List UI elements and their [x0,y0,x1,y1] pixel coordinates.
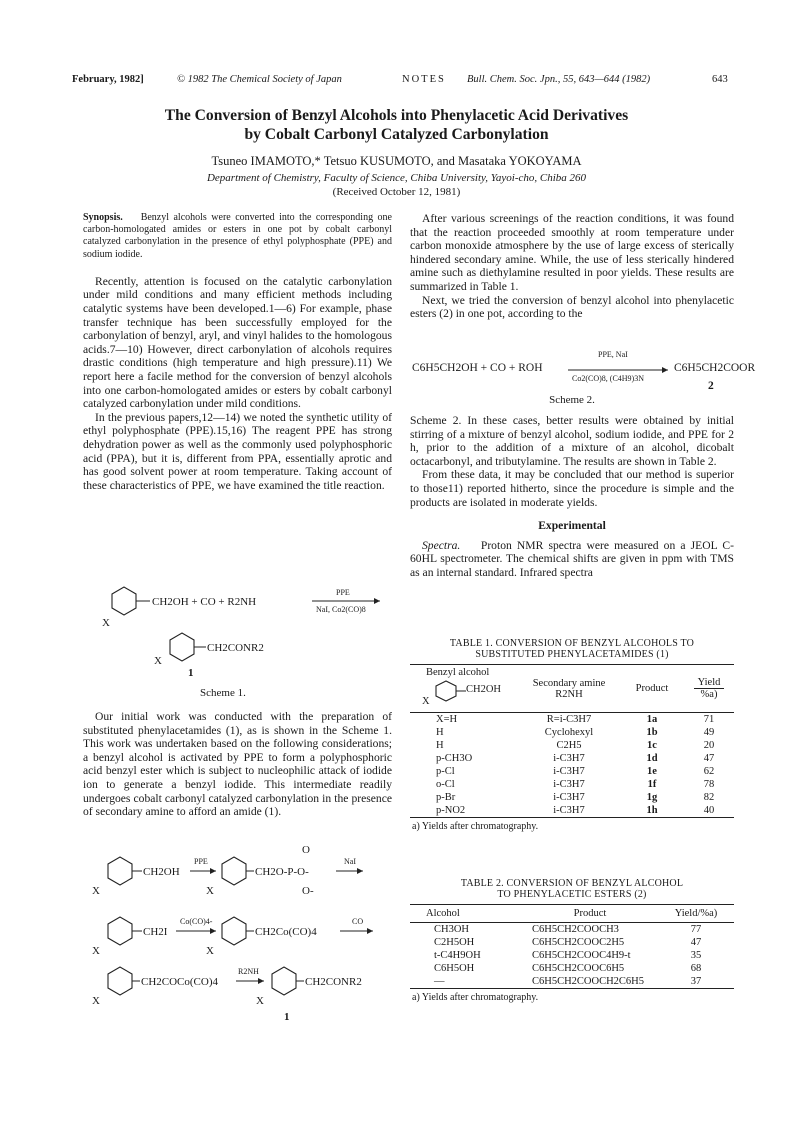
experimental-text: Proton NMR spectra were measured on a JEOL C-60HL spectrometer. The chemical shifts are given in ppm with TMS as an internal standard. Infrared spectra [410,538,735,579]
table1-header-yield [684,665,734,713]
right-paragraph-2: Next, we tried the conversion of benzyl alcohol into phenylacetic esters (2) in one pot, according to the [410,293,734,321]
scheme1-below-arrow: NaI, Co2(CO)8 [316,605,366,614]
table1-header-x: X [422,696,430,707]
table-cell-product: C6H5CH2COOC6H5 [532,963,625,974]
left-column [83,212,392,492]
table-row [410,804,734,818]
mech-x-2: X [206,885,214,897]
table-row [410,936,734,949]
table1-header-product: Product [635,683,669,694]
benzene-ring-icon [222,917,246,945]
mech-arrow-3: Co(CO)4- [180,917,213,926]
scheme1-reagents: CH2OH + CO + R2NH [152,596,257,608]
experimental-label: Spectra. [422,538,461,552]
mech-o-top: O [302,844,310,856]
benzene-ring-icon [108,967,132,995]
table2-header-alcohol: Alcohol [426,908,460,919]
mech-x-5: X [92,995,100,1007]
scheme-1 [90,584,390,702]
table-row [410,726,734,739]
table-row [410,739,734,752]
table-cell-product: 1c [647,740,657,751]
benzene-ring-icon [170,633,194,661]
synopsis [83,212,392,261]
table-cell-product: C6H5CH2COOC4H9-t [532,950,631,961]
table1-grid [410,664,734,818]
table-cell-alcohol: C2H5OH [434,937,475,948]
scheme1-product-number: 1 [188,667,194,679]
scheme1-above-arrow: PPE [336,588,350,597]
title-line-1: The Conversion of Benzyl Alcohols into Phenylacetic Acid Derivatives [164,107,629,124]
table-row [410,962,734,975]
table-cell-yield: 68 [690,963,702,974]
table2-header-product: Product [573,908,607,919]
scheme1-product-x: X [154,655,162,667]
table1-footnote: a) Yields after chromatography. [412,821,539,832]
scheme2-below: Co2(CO)8, (C4H9)3N [572,374,644,383]
table-row [410,752,734,765]
scheme2-number: 2 [708,380,714,392]
benzene-ring-icon [108,917,132,945]
table1-header-alcohol-label: Benzyl alcohol [426,667,490,678]
table2-footnote: a) Yields after chromatography. [412,992,539,1003]
mech-x-1: X [92,885,100,897]
mech-o-bottom: O- [302,885,314,897]
right-paragraph-1: After various screenings of the reaction conditions, it was found that the reaction proceeded smoothly at room temperature under carbon monoxide atmosphere by the use of large excess of sterically hindered secondary amine. While, the use of less sterically hindered amine such as diethylamine resulted in poor yields. These results are summarized in Table 1. [410,212,734,293]
right-paragraph-3: Scheme 2. In these cases, better results were obtained by initial stirring of a mixture of benzyl alcohol, sodium iodide, and PPE for 2 h, prior to the addition of a mixture of an alcohol, dicobalt octacarbonyl, and tributylamine. The results are shown in Table 2. [410,414,734,468]
mech-step-3: CH2I [143,926,168,938]
table-cell-amine: Cyclohexyl [544,727,594,738]
table-cell-product: 1a [646,714,658,725]
table-row [410,713,734,727]
table-cell-substituent: o-Cl [436,779,455,790]
table-cell-product: 1e [647,766,657,777]
scheme1-product: CH2CONR2 [207,642,264,654]
table2-grid [410,904,734,989]
table-cell-alcohol: t-C4H9OH [434,950,481,961]
table-row [410,923,734,937]
header-journal: Bull. Chem. Soc. Jpn., 55, 643—644 (1982) [467,74,651,85]
table-cell-yield: 82 [703,792,715,803]
table-cell-product: 1f [647,779,657,790]
header-copyright: © 1982 The Chemical Society of Japan [177,74,342,85]
authors: Tsuneo IMAMOTO,* Tetsuo KUSUMOTO, and Masataka YOKOYAMA [211,154,582,168]
scheme1-x: X [102,617,110,629]
table-cell-substituent: p-NO2 [436,805,466,816]
table-cell-yield: 77 [690,924,702,935]
mech-arrow-4: CO [352,917,364,926]
table-cell-yield: 40 [703,805,715,816]
mechanism-scheme [88,844,393,1029]
table-cell-yield: 20 [703,740,715,751]
table-cell-substituent: p-CH3O [436,753,473,764]
table1-header-ch2oh: CH2OH [466,684,502,695]
benzene-ring-icon [222,857,246,885]
table-cell-substituent: H [436,727,444,738]
table2-body [410,923,734,989]
table-cell-product: 1d [646,753,658,764]
table-cell-amine: R=i-C3H7 [546,714,592,725]
scheme1-caption: Scheme 1. [200,687,246,699]
table-cell-amine: i-C3H7 [553,766,585,777]
table-cell-substituent: X=H [436,714,458,725]
mech-x-4: X [206,945,214,957]
table-cell-amine: i-C3H7 [553,779,585,790]
right-paragraph-4: From these data, it may be concluded that our method is superior to those11) reported hitherto, since the procedure is simple and the products are isolated in moderate yields. [410,468,734,509]
table-row [410,949,734,962]
intro-paragraph-1: Recently, attention is focused on the catalytic carbonylation under mild conditions and many efficient methods including catalytic systems have been developed.1—6) For example, phase transfer technique has been successfully employed for the carbonylation of benzyl, aryl, and vinyl halides to the homologous acids.7—10) However, direct carbonylation of alcohols requires drastic conditions (high temperature and high pressure).11) We report here a facile method for the conversion of benzyl alcohols into one carbon-homologated amides or esters by cobalt carbonyl catalyzed carbonylation under mild conditions. [83,274,392,411]
table-cell-substituent: p-Cl [436,766,455,777]
synopsis-label: Synopsis. [83,212,123,223]
table-cell-product: 1h [646,805,658,816]
intro-paragraph-2: In the previous papers,12—14) we noted the synthetic utility of ethyl polyphosphate (PPE).15,16) The reagent PPE has strong dehydration power as well as the commonly used polyphosphoric acid (PPA), but it is, different from PPA, essentially aprotic and has good solvent power at room temperature. Taking account of these characteristics of PPE, we have examined the title reaction. [83,410,392,492]
table-cell-substituent: p-Br [436,792,456,803]
table-cell-yield: 62 [703,766,715,777]
mech-arrow-2: NaI [344,857,356,866]
table-cell-amine: i-C3H7 [553,792,585,803]
benzene-ring-icon [428,680,468,706]
right-column-mid [410,414,734,580]
table-cell-yield: 35 [690,950,702,961]
scheme2-caption: Scheme 2. [549,394,595,406]
table-row [410,778,734,791]
mech-step-5: CH2COCo(CO)4 [141,976,219,988]
table-cell-yield: 78 [703,779,715,790]
mech-step-4: CH2Co(CO)4 [255,926,317,938]
table-cell-product: C6H5CH2COOCH2C6H5 [532,976,645,987]
table-cell-yield: 47 [703,753,715,764]
table-cell-amine: C2H5 [556,740,582,751]
table-row [410,975,734,989]
mech-step-2: CH2O-P-O- [255,866,309,878]
body-paragraph-3: Our initial work was conducted with the preparation of substituted phenylacetamides (1), as is shown in the Scheme 1. This work was undertaken based on the following considerations; a benzyl alcohol is activated by PPE to form a polyphosphoric acid benzyl ester which is subject to nucleophilic attack of iodide ion to generate a benzyl iodide. This intermediate readily undergoes cobalt carbonyl catalyzed carbonylation in the presence of secondary amine to afford an amide (1). [83,710,392,819]
affiliation: Department of Chemistry, Faculty of Science, Chiba University, Yayoi-cho, Chiba 260 [206,172,587,184]
mech-step-6: CH2CONR2 [305,976,362,988]
table-cell-yield: 71 [703,714,715,725]
table-cell-amine: i-C3H7 [553,805,585,816]
mech-x-6: X [256,995,264,1007]
table-cell-product: 1g [646,792,658,803]
received-date: (Received October 12, 1981) [332,186,461,198]
table-1 [410,638,734,832]
table1-header-amine-1: Secondary amine [532,677,606,689]
table-cell-product: C6H5CH2COOC2H5 [532,937,625,948]
title-line-2: by Cobalt Carbonyl Catalyzed Carbonylation [244,126,549,143]
table1-header-amine-2: R2NH [555,688,583,700]
table1-header-amine [518,665,620,713]
table2-header-yield: Yield/%a) [674,908,718,919]
experimental-heading: Experimental [538,519,606,533]
table-cell-alcohol: C6H5OH [434,963,475,974]
table-cell-product: 1b [646,727,658,738]
table-cell-yield: 37 [690,976,702,987]
table1-caption-2: SUBSTITUTED PHENYLACETAMIDES (1) [475,649,669,660]
scheme2-arrow [568,366,672,374]
article-title [60,106,733,144]
table1-body [410,713,734,818]
mech-number: 1 [284,1011,290,1023]
table1-header-yield-unit: %a) [700,689,718,700]
scheme2-above: PPE, NaI [598,350,628,359]
mech-x-3: X [92,945,100,957]
table1-caption-1: TABLE 1. CONVERSION OF BENZYL ALCOHOLS TO [449,638,695,649]
table-cell-amine: i-C3H7 [553,753,585,764]
table-cell-alcohol: — [434,976,445,987]
table2-caption-1: TABLE 2. CONVERSION OF BENZYL ALCOHOL [460,878,684,889]
benzene-ring-icon [112,587,136,615]
mech-arrow-1: PPE [194,857,208,866]
table-cell-substituent: H [436,740,444,751]
experimental-paragraph [410,539,734,580]
table1-header-structure [422,678,518,708]
table1-header-yield-label: Yield [694,677,725,689]
header-section: NOTES [402,74,446,85]
table-2 [410,878,734,1003]
table1-header-alcohol [410,665,518,713]
mech-step-1: CH2OH [143,866,180,878]
synopsis-text: Benzyl alcohols were converted into the corresponding one carbon-homologated amides or esters in one pot by cobalt carbonyl catalyzed carbonylation in the presence of ethyl polyphosphate (PPE) and sodium iodide. [83,212,392,260]
header-date: February, 1982] [72,74,144,85]
left-column-lower [83,710,392,819]
scheme2-left: C6H5CH2OH + CO + ROH [412,362,543,374]
header-page: 643 [712,74,728,85]
benzene-ring-icon [108,857,132,885]
table-cell-alcohol: CH3OH [434,924,470,935]
table-row [410,765,734,778]
table-cell-yield: 49 [703,727,715,738]
benzene-ring-icon [272,967,296,995]
scheme2-right: C6H5CH2COOR [674,362,756,374]
table-cell-product: C6H5CH2COOCH3 [532,924,619,935]
mech-arrow-5: R2NH [238,967,259,976]
table-cell-yield: 47 [690,937,702,948]
table2-caption-2: TO PHENYLACETIC ESTERS (2) [497,889,647,900]
right-column [410,212,734,321]
table-row [410,791,734,804]
